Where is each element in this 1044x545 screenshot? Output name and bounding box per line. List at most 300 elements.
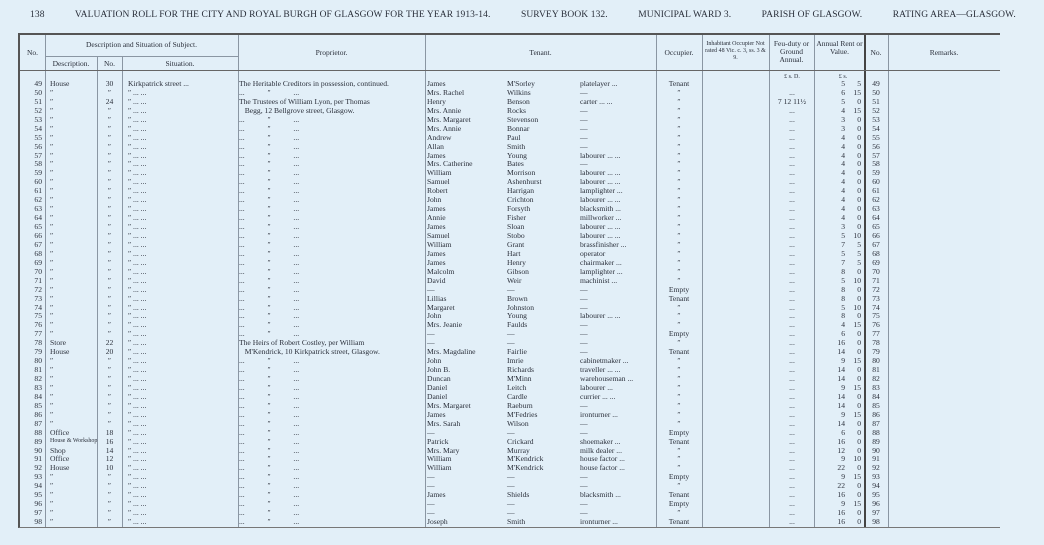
situation: ″ ... ... bbox=[128, 195, 147, 205]
house-number: ″ bbox=[107, 329, 112, 339]
house-number: ″ bbox=[107, 481, 112, 491]
proprietor: ... ″ ... bbox=[239, 472, 300, 482]
situation: ″ ... ... bbox=[128, 105, 147, 115]
rent-pounds: 9 bbox=[841, 409, 845, 419]
feu-duty: ... bbox=[789, 347, 795, 357]
tenant-occupation: labourer ... ... bbox=[580, 195, 621, 205]
occupier: ″ bbox=[677, 320, 681, 330]
col-occupier: Occupier. bbox=[664, 48, 694, 57]
description: ″ bbox=[50, 177, 54, 187]
occupier: ″ bbox=[677, 374, 681, 384]
feu-duty: ... bbox=[789, 132, 795, 142]
rent-shillings: 0 bbox=[857, 266, 861, 276]
situation: ″ ... ... bbox=[128, 257, 147, 267]
rent-shillings: 0 bbox=[857, 365, 861, 375]
rent-pounds: 16 bbox=[837, 338, 845, 348]
row-number-right: 78 bbox=[872, 338, 880, 348]
table-row bbox=[20, 454, 1000, 463]
situation: ″ ... ... bbox=[128, 266, 147, 276]
row-number-right: 63 bbox=[872, 204, 880, 214]
rent-pounds: 14 bbox=[837, 374, 845, 384]
row-number: 52 bbox=[34, 105, 42, 115]
tenant-first-name: — bbox=[427, 508, 435, 518]
row-number: 60 bbox=[34, 177, 42, 187]
feu-duty: ... bbox=[789, 418, 795, 428]
situation: ″ ... ... bbox=[128, 356, 147, 366]
tenant-first-name: James bbox=[427, 204, 446, 214]
description: Office bbox=[50, 427, 70, 437]
description: ″ bbox=[50, 239, 54, 249]
proprietor: ... ″ ... bbox=[239, 87, 300, 97]
situation: ″ ... ... bbox=[128, 141, 147, 151]
row-number: 96 bbox=[34, 499, 42, 509]
rent-pounds: 4 bbox=[841, 213, 845, 223]
tenant-first-name: William bbox=[427, 463, 452, 473]
rent-pounds: 16 bbox=[837, 508, 845, 518]
feu-duty: ... bbox=[789, 320, 795, 330]
rent-pounds: 3 bbox=[841, 114, 845, 124]
row-number-right: 81 bbox=[872, 365, 880, 375]
tenant-occupation: house factor ... bbox=[580, 463, 625, 473]
description: ″ bbox=[50, 186, 54, 196]
occupier: ″ bbox=[677, 400, 681, 410]
description: ″ bbox=[50, 499, 54, 509]
row-number-right: 70 bbox=[872, 266, 880, 276]
row-number: 50 bbox=[34, 87, 42, 97]
description: ″ bbox=[50, 132, 54, 142]
occupier: ″ bbox=[677, 257, 681, 267]
table-row bbox=[20, 142, 1000, 151]
feu-duty: ... bbox=[789, 517, 795, 527]
valuation-table bbox=[18, 33, 1000, 528]
tenant-surname: Forsyth bbox=[507, 204, 531, 214]
rent-pounds: 4 bbox=[841, 177, 845, 187]
tenant-occupation: house factor ... bbox=[580, 454, 625, 464]
situation: ″ ... ... bbox=[128, 517, 147, 527]
feu-duty: ... bbox=[789, 427, 795, 437]
situation: ″ ... ... bbox=[128, 177, 147, 187]
tenant-occupation: — bbox=[580, 302, 588, 312]
roll-title: VALUATION ROLL FOR THE CITY AND ROYAL BURGH OF GLASGOW FOR THE YEAR 1913-14. bbox=[74, 10, 491, 20]
situation: ″ ... ... bbox=[128, 418, 147, 428]
house-number: ″ bbox=[107, 320, 112, 330]
tenant-first-name: William bbox=[427, 454, 452, 464]
tenant-surname: Weir bbox=[507, 275, 522, 285]
feu-duty: ... bbox=[789, 177, 795, 187]
tenant-first-name: Daniel bbox=[427, 391, 448, 401]
situation: ″ ... ... bbox=[128, 222, 147, 232]
tenant-surname: — bbox=[507, 499, 515, 509]
rent-pounds: 5 bbox=[841, 302, 845, 312]
row-number-right: 50 bbox=[872, 87, 880, 97]
table-row bbox=[20, 133, 1000, 142]
occupier: ″ bbox=[677, 123, 681, 133]
col-no: No. bbox=[26, 48, 39, 57]
rent-pounds: 12 bbox=[837, 445, 845, 455]
description: ″ bbox=[50, 141, 54, 151]
occupier: ″ bbox=[677, 168, 681, 178]
tenant-occupation: labourer ... ... bbox=[580, 222, 621, 232]
table-row bbox=[20, 383, 1000, 392]
rent-shillings: 0 bbox=[857, 159, 861, 169]
rent-shillings: 0 bbox=[857, 347, 861, 357]
feu-duty: ... bbox=[789, 239, 795, 249]
row-number: 80 bbox=[34, 356, 42, 366]
row-number: 85 bbox=[34, 400, 42, 410]
house-number: ″ bbox=[107, 248, 112, 258]
row-number-right: 53 bbox=[872, 114, 880, 124]
rent-shillings: 10 bbox=[853, 275, 861, 285]
house-number: ″ bbox=[107, 266, 112, 276]
proprietor: The Heritable Creditors in possession, continued. bbox=[239, 79, 389, 88]
table-row bbox=[20, 481, 1000, 490]
description: ″ bbox=[50, 490, 54, 500]
row-number-right: 76 bbox=[872, 320, 880, 330]
tenant-surname: Stobo bbox=[507, 230, 525, 240]
house-number: ″ bbox=[107, 382, 112, 392]
description: House bbox=[50, 79, 70, 88]
house-number: ″ bbox=[107, 168, 112, 178]
row-number: 82 bbox=[34, 374, 42, 384]
description: ″ bbox=[50, 195, 54, 205]
house-number: ″ bbox=[107, 472, 112, 482]
proprietor: ... ″ ... bbox=[239, 418, 300, 428]
description: ″ bbox=[50, 472, 54, 482]
proprietor: ... ″ ... bbox=[239, 195, 300, 205]
description: ″ bbox=[50, 204, 54, 214]
occupier: ″ bbox=[677, 132, 681, 142]
feu-duty: ... bbox=[789, 472, 795, 482]
tenant-first-name: William bbox=[427, 168, 452, 178]
tenant-occupation: — bbox=[580, 418, 588, 428]
house-number: ″ bbox=[107, 204, 112, 214]
feu-duty: ... bbox=[789, 338, 795, 348]
feu-duty: ... bbox=[789, 195, 795, 205]
rent-pounds: 3 bbox=[841, 123, 845, 133]
municipal-ward: MUNICIPAL WARD 3. bbox=[638, 10, 732, 20]
description: ″ bbox=[50, 382, 54, 392]
description: ″ bbox=[50, 248, 54, 258]
tenant-first-name: James bbox=[427, 409, 446, 419]
situation: ″ ... ... bbox=[128, 96, 147, 106]
tenant-surname: Crichton bbox=[507, 195, 534, 205]
feu-duty: ... bbox=[789, 141, 795, 151]
col-description: Description. bbox=[52, 59, 90, 68]
tenant-surname: Gibson bbox=[507, 266, 529, 276]
proprietor: ... ″ ... bbox=[239, 230, 300, 240]
house-number: ″ bbox=[107, 195, 112, 205]
tenant-surname: Crickard bbox=[507, 436, 534, 446]
tenant-occupation: currier ... ... bbox=[580, 391, 616, 401]
occupier: ″ bbox=[677, 105, 681, 115]
house-number: ″ bbox=[107, 356, 112, 366]
occupier: Tenant bbox=[668, 436, 690, 446]
description: Office bbox=[50, 454, 70, 464]
feu-duty: ... bbox=[789, 293, 795, 303]
proprietor: ... ″ ... bbox=[239, 481, 300, 491]
row-number: 68 bbox=[34, 248, 42, 258]
tenant-occupation: ironturner ... bbox=[580, 409, 618, 419]
row-number: 91 bbox=[34, 454, 42, 464]
feu-duty: ... bbox=[789, 186, 795, 196]
tenant-occupation: — bbox=[580, 105, 588, 115]
row-number-right: 77 bbox=[872, 329, 880, 339]
description: ″ bbox=[50, 257, 54, 267]
row-number: 69 bbox=[34, 257, 42, 267]
rent-pounds: 9 bbox=[841, 382, 845, 392]
tenant-first-name: Samuel bbox=[427, 230, 450, 240]
rent-pounds: 6 bbox=[841, 329, 845, 339]
rent-pounds: 5 bbox=[841, 230, 845, 240]
tenant-occupation: labourer ... ... bbox=[580, 150, 621, 160]
house-number: ″ bbox=[107, 275, 112, 285]
proprietor: ... ″ ... bbox=[239, 427, 300, 437]
tenant-first-name: James bbox=[427, 150, 446, 160]
tenant-occupation: — bbox=[580, 320, 588, 330]
situation: ″ ... ... bbox=[128, 472, 147, 482]
description: ″ bbox=[50, 293, 54, 303]
proprietor: ... ″ ... bbox=[239, 517, 300, 527]
proprietor: ... ″ ... bbox=[239, 168, 300, 178]
tenant-occupation: — bbox=[580, 159, 588, 169]
description: Shop bbox=[50, 445, 66, 455]
tenant-occupation: — bbox=[580, 114, 588, 124]
tenant-surname: M'Kendrick bbox=[507, 454, 544, 464]
feu-units: £ s. D. bbox=[784, 74, 800, 80]
occupier: ″ bbox=[677, 141, 681, 151]
proprietor: ... ″ ... bbox=[239, 213, 300, 223]
feu-duty: ... bbox=[789, 382, 795, 392]
table-row bbox=[20, 311, 1000, 320]
tenant-surname: Henry bbox=[507, 257, 526, 267]
rent-shillings: 5 bbox=[857, 257, 861, 267]
situation: ″ ... ... bbox=[128, 499, 147, 509]
house-number: ″ bbox=[107, 123, 112, 133]
rent-shillings: 0 bbox=[857, 391, 861, 401]
row-number-right: 69 bbox=[872, 257, 880, 267]
description: ″ bbox=[50, 418, 54, 428]
tenant-surname: — bbox=[507, 481, 515, 491]
feu-duty: ... bbox=[789, 257, 795, 267]
rent-pounds: 16 bbox=[837, 517, 845, 527]
rent-shillings: 0 bbox=[857, 490, 861, 500]
rent-pounds: 9 bbox=[841, 454, 845, 464]
occupier: ″ bbox=[677, 150, 681, 160]
tenant-surname: Bates bbox=[507, 159, 524, 169]
rent-pounds: 8 bbox=[841, 266, 845, 276]
house-number: ″ bbox=[107, 409, 112, 419]
row-number-right: 72 bbox=[872, 284, 880, 294]
row-number-right: 87 bbox=[872, 418, 880, 428]
house-number: ″ bbox=[107, 87, 112, 97]
tenant-first-name: James bbox=[427, 222, 446, 232]
tenant-surname: Richards bbox=[507, 365, 534, 375]
row-number: 87 bbox=[34, 418, 42, 428]
row-number: 73 bbox=[34, 293, 42, 303]
tenant-first-name: Margaret bbox=[427, 302, 455, 312]
tenant-first-name: James bbox=[427, 248, 446, 258]
feu-duty: ... bbox=[789, 302, 795, 312]
tenant-first-name: Duncan bbox=[427, 374, 451, 384]
tenant-occupation: — bbox=[580, 123, 588, 133]
description: ″ bbox=[50, 266, 54, 276]
occupier: ″ bbox=[677, 356, 681, 366]
occupier: ″ bbox=[677, 177, 681, 187]
tenant-surname: — bbox=[507, 427, 515, 437]
tenant-occupation: chairmaker ... bbox=[580, 257, 622, 267]
table-row bbox=[20, 258, 1000, 267]
proprietor: ... ″ ... bbox=[239, 400, 300, 410]
row-number: 58 bbox=[34, 159, 42, 169]
rent-shillings: 15 bbox=[853, 356, 861, 366]
feu-duty: ... bbox=[789, 123, 795, 133]
rent-pounds: 22 bbox=[837, 463, 845, 473]
tenant-surname: Faulds bbox=[507, 320, 528, 330]
tenant-occupation: ironturner ... bbox=[580, 517, 618, 527]
description: ″ bbox=[50, 150, 54, 160]
house-number: ″ bbox=[107, 499, 112, 509]
rent-shillings: 0 bbox=[857, 150, 861, 160]
table-row bbox=[20, 249, 1000, 258]
row-number: 54 bbox=[34, 123, 42, 133]
rent-shillings: 0 bbox=[857, 96, 861, 106]
feu-duty: ... bbox=[789, 436, 795, 446]
rent-pounds: 9 bbox=[841, 356, 845, 366]
row-number-right: 64 bbox=[872, 213, 880, 223]
rent-pounds: 5 bbox=[841, 96, 845, 106]
tenant-surname: Imrie bbox=[507, 356, 524, 366]
house-number: 10 bbox=[105, 463, 114, 473]
house-number: 30 bbox=[105, 79, 114, 88]
tenant-surname: — bbox=[507, 508, 515, 518]
occupier: ″ bbox=[677, 338, 681, 348]
rent-pounds: 5 bbox=[841, 79, 845, 88]
tenant-first-name: Mrs. Jeanie bbox=[427, 320, 463, 330]
house-number: ″ bbox=[107, 302, 112, 312]
rent-pounds: 4 bbox=[841, 204, 845, 214]
rent-shillings: 5 bbox=[857, 248, 861, 258]
proprietor: ... ″ ... bbox=[239, 159, 300, 169]
proprietor: ... ″ ... bbox=[239, 141, 300, 151]
table-row bbox=[20, 240, 1000, 249]
description: ″ bbox=[50, 329, 54, 339]
house-number: ″ bbox=[107, 213, 112, 223]
description: ″ bbox=[50, 356, 54, 366]
row-number-right: 74 bbox=[872, 302, 880, 312]
survey-book: SURVEY BOOK 132. bbox=[520, 10, 608, 20]
table-row bbox=[20, 356, 1000, 365]
rent-shillings: 0 bbox=[857, 311, 861, 321]
situation: ″ ... ... bbox=[128, 481, 147, 491]
row-number-right: 86 bbox=[872, 409, 880, 419]
tenant-occupation: — bbox=[580, 427, 588, 437]
tenant-occupation: — bbox=[580, 499, 588, 509]
row-number: 83 bbox=[34, 382, 42, 392]
col-proprietor: Proprietor. bbox=[315, 48, 348, 57]
page-header bbox=[30, 10, 1044, 20]
table-row bbox=[20, 517, 1000, 526]
row-number: 56 bbox=[34, 141, 42, 151]
rent-shillings: 0 bbox=[857, 338, 861, 348]
tenant-first-name: — bbox=[427, 427, 435, 437]
row-number: 64 bbox=[34, 213, 42, 223]
tenant-surname: Sloan bbox=[507, 222, 525, 232]
feu-duty: ... bbox=[789, 105, 795, 115]
house-number: ″ bbox=[107, 293, 112, 303]
situation: ″ ... ... bbox=[128, 391, 147, 401]
feu-duty: ... bbox=[789, 365, 795, 375]
row-number: 51 bbox=[34, 96, 42, 106]
row-number-right: 80 bbox=[872, 356, 880, 366]
row-number-right: 58 bbox=[872, 159, 880, 169]
situation: ″ ... ... bbox=[128, 311, 147, 321]
rent-shillings: 0 bbox=[857, 284, 861, 294]
feu-duty: ... bbox=[789, 230, 795, 240]
row-number-right: 95 bbox=[872, 490, 880, 500]
house-number: ″ bbox=[107, 105, 112, 115]
occupier: ″ bbox=[677, 195, 681, 205]
rent-shillings: 0 bbox=[857, 132, 861, 142]
proprietor: ... ″ ... bbox=[239, 123, 300, 133]
rating-area: RATING AREA—GLASGOW. bbox=[892, 10, 1016, 20]
tenant-occupation: traveller ... ... bbox=[580, 365, 621, 375]
description: ″ bbox=[50, 302, 54, 312]
rent-shillings: 0 bbox=[857, 418, 861, 428]
row-number: 94 bbox=[34, 481, 42, 491]
row-number-right: 66 bbox=[872, 230, 880, 240]
rent-shillings: 0 bbox=[857, 508, 861, 518]
situation: ″ ... ... bbox=[128, 87, 147, 97]
tenant-surname: Raeburn bbox=[507, 400, 533, 410]
tenant-first-name: — bbox=[427, 499, 435, 509]
tenant-first-name: James bbox=[427, 490, 446, 500]
tenant-occupation: — bbox=[580, 472, 588, 482]
table-row bbox=[20, 204, 1000, 213]
row-number-right: 52 bbox=[872, 105, 880, 115]
tenant-first-name: — bbox=[427, 338, 435, 348]
occupier: ″ bbox=[677, 302, 681, 312]
description: ″ bbox=[50, 409, 54, 419]
rent-shillings: 15 bbox=[853, 320, 861, 330]
table-row bbox=[20, 159, 1000, 168]
house-number: ″ bbox=[107, 374, 112, 384]
house-number: ″ bbox=[107, 418, 112, 428]
situation: ″ ... ... bbox=[128, 186, 147, 196]
situation: ″ ... ... bbox=[128, 132, 147, 142]
tenant-occupation: platelayer ... bbox=[580, 79, 618, 88]
proprietor: ... ″ ... bbox=[239, 508, 300, 518]
tenant-first-name: Mrs. Rachel bbox=[427, 87, 465, 97]
house-number: ″ bbox=[107, 150, 112, 160]
description: ″ bbox=[50, 168, 54, 178]
table-row bbox=[20, 267, 1000, 276]
rent-units: £ s. bbox=[838, 74, 848, 80]
tenant-occupation: — bbox=[580, 284, 588, 294]
proprietor: The Trustees of William Lyon, per Thomas bbox=[239, 96, 370, 106]
tenant-first-name: Patrick bbox=[427, 436, 449, 446]
row-number-right: 84 bbox=[872, 391, 880, 401]
feu-duty: ... bbox=[789, 275, 795, 285]
tenant-first-name: Mrs. Annie bbox=[427, 105, 462, 115]
situation: ″ ... ... bbox=[128, 445, 147, 455]
occupier: ″ bbox=[677, 463, 681, 473]
row-number: 49 bbox=[34, 79, 42, 88]
house-number: 22 bbox=[105, 338, 114, 348]
col-feu-duty: Feu-duty or Ground Annual. bbox=[773, 39, 810, 64]
tenant-surname: Leitch bbox=[507, 382, 527, 392]
situation: ″ ... ... bbox=[128, 204, 147, 214]
table-row bbox=[20, 231, 1000, 240]
